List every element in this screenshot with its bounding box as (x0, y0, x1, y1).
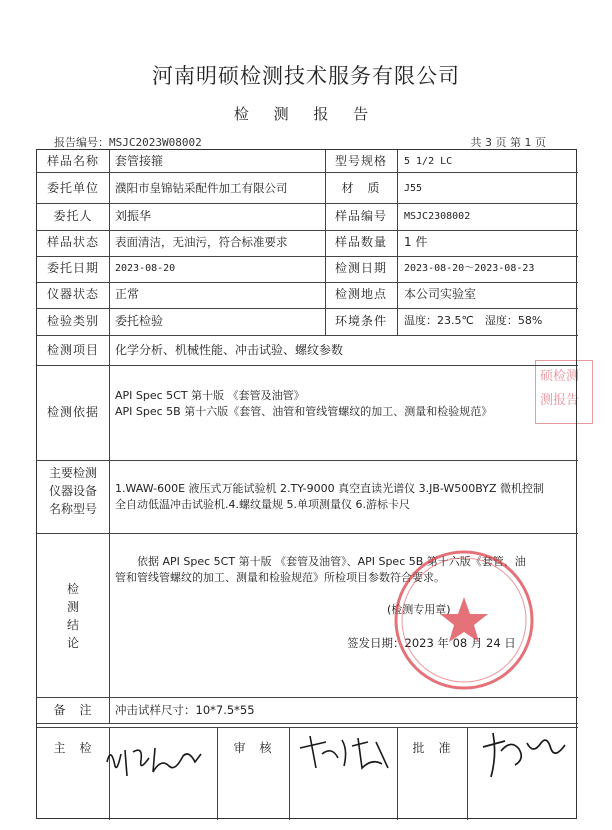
model-value: 5 1/2 LC (404, 156, 453, 167)
conclusion-label-char-2: 测 (66, 600, 79, 614)
inspector-signature (97, 732, 217, 782)
test-date-label: 检测日期 (334, 261, 387, 275)
inspection-seal (389, 545, 539, 695)
report-title: 检 测 报 告 (233, 105, 379, 123)
sign-date: 签发日期：2023 年 08 月 24 日 (347, 636, 516, 650)
sample-name-value: 套管接箍 (115, 154, 164, 168)
type-label: 检验类别 (46, 314, 99, 328)
sample-no-label: 样品编号 (334, 209, 387, 223)
basis-label: 检测依据 (46, 405, 99, 419)
reviewer-signature (292, 728, 402, 776)
env-label: 环境条件 (334, 314, 387, 328)
report-number: 报告编号：MSJC2023W08002 (54, 136, 202, 149)
conclusion-line-1: 依据 API Spec 5CT 第十版 《套管及油管》、API Spec 5B 第十六版《套管、油 (137, 555, 526, 568)
sample-name-label: 样品名称 (46, 154, 99, 168)
equip-label-line2: 仪器设备 (48, 484, 97, 498)
side-seal-line2: 测报告 (540, 393, 580, 408)
material-label: 材 质 (341, 181, 381, 195)
instr-state-value: 正常 (115, 287, 140, 301)
qty-label: 样品数量 (334, 235, 387, 249)
state-label: 样品状态 (46, 235, 99, 249)
approver-signature (475, 725, 575, 783)
conclusion-label-char-1: 检 (66, 582, 79, 596)
basis-line-2: API Spec 5B 第十六版《套管、油管和管线管螺纹的加工、测量和检验规范》 (115, 405, 493, 418)
items-label: 检测项目 (46, 343, 99, 357)
place-value: 本公司实验室 (404, 287, 477, 301)
client-value: 濮阳市皇锦钻采配件加工有限公司 (115, 181, 288, 195)
equip-label-line1: 主要检测 (48, 466, 97, 480)
inspector-label: 主 检 (53, 741, 93, 755)
conclusion-label (37, 580, 109, 652)
agent-label: 委托人 (53, 209, 93, 223)
place-label: 检测地点 (334, 287, 387, 301)
material-value: J55 (404, 183, 423, 194)
report-table (36, 149, 580, 819)
side-seal-line1: 硕检测 (540, 369, 580, 384)
reviewer-label: 审 核 (233, 741, 273, 755)
instr-state-label: 仪器状态 (46, 287, 99, 301)
equip-line-2: 全自动低温冲击试验机.4.螺纹量规 5.单项测量仪 6.游标卡尺 (115, 498, 410, 511)
model-label: 型号规格 (334, 154, 387, 168)
conclusion-seal-text: (检测专用章) (387, 603, 451, 616)
basis-line-1: API Spec 5CT 第十版 《套管及油管》 (115, 389, 305, 402)
company-title: 河南明硕检测技术服务有限公司 (152, 64, 460, 88)
state-value: 表面清洁，无油污，符合标准要求 (115, 235, 288, 249)
remark-value: 冲击试样尺寸：10*7.5*55 (115, 703, 255, 717)
env-value: 温度：23.5℃ 湿度：58% (404, 314, 543, 327)
conclusion-label-char-3: 结 (66, 618, 79, 632)
type-value: 委托检验 (115, 314, 164, 328)
conclusion-line-2: 管和管线管螺纹的加工、测量和检验规范》所检项目参数符合要求。 (115, 571, 445, 584)
client-label: 委托单位 (46, 181, 99, 195)
sample-no-value: MSJC2308002 (404, 211, 471, 222)
conclusion-label-char-4: 论 (66, 636, 79, 650)
items-value: 化学分析、机械性能、冲击试验、螺纹参数 (115, 343, 344, 357)
qty-value: 1 件 (404, 235, 428, 249)
equip-line-1: 1.WAW-600E 液压式万能试验机 2.TY-9000 真空直读光谱仪 3.JB-W500BYZ 微机控制 (115, 482, 544, 495)
test-date-value: 2023-08-20～2023-08-23 (404, 263, 535, 274)
equip-label (37, 464, 109, 518)
approver-label: 批 准 (412, 741, 452, 755)
remark-label: 备 注 (53, 703, 93, 717)
date-label: 委托日期 (46, 261, 99, 275)
page-count: 共 3 页 第 1 页 (470, 136, 546, 149)
date-value: 2023-08-20 (115, 263, 176, 274)
equip-label-line3: 名称型号 (48, 502, 97, 516)
agent-value: 刘振华 (115, 209, 152, 223)
